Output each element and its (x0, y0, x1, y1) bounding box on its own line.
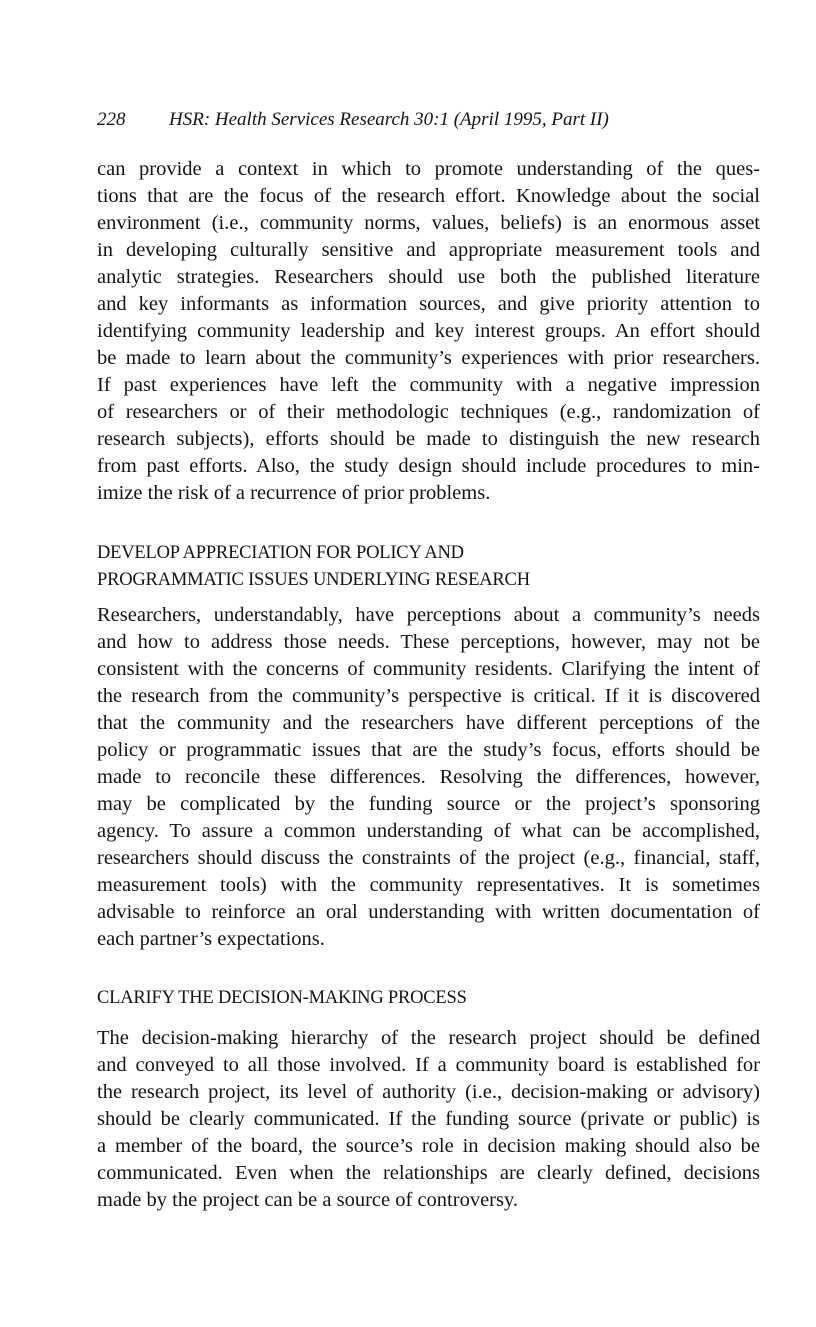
text-line: analytic strategies. Researchers should use both the published literature (97, 266, 760, 288)
text-line: communicated. Even when the relationships are clearly defined, decisions (97, 1162, 760, 1184)
page-number: 228 (97, 109, 126, 130)
text-line: If past experiences have left the community with a negative impression (97, 374, 760, 396)
heading-line: CLARIFY THE DECISION-MAKING PROCESS (97, 988, 467, 1008)
text-line: from past efforts. Also, the study design should include procedures to min- (97, 455, 760, 477)
text-line: and how to address those needs. These perceptions, however, may not be (97, 631, 760, 653)
text-line: measurement tools) with the community representatives. It is sometimes (97, 874, 760, 896)
text-line: each partner’s expectations. (97, 928, 325, 950)
text-line: can provide a context in which to promote understanding of the ques- (97, 158, 760, 180)
text-line: may be complicated by the funding source or the project’s sponsoring (97, 793, 760, 815)
paragraph-community-context (97, 156, 760, 507)
text-line: the research from the community’s perspective is critical. If it is discovered (97, 685, 760, 707)
text-line: and key informants as information sources, and give priority attention to (97, 293, 760, 315)
text-line: made by the project can be a source of controversy. (97, 1189, 519, 1211)
text-line: advisable to reinforce an oral understanding with written documentation of (97, 901, 760, 923)
text-line: be made to learn about the community’s experiences with prior researchers. (97, 347, 760, 369)
paragraph-decision-making (97, 1025, 760, 1214)
section-heading-policy-issues (97, 540, 760, 594)
running-header (97, 108, 760, 132)
text-line: policy or programmatic issues that are the study’s focus, efforts should be (97, 739, 760, 761)
heading-line: DEVELOP APPRECIATION FOR POLICY AND (97, 543, 464, 563)
text-line: tions that are the focus of the research effort. Knowledge about the social (97, 185, 760, 207)
text-line: agency. To assure a common understanding of what can be accomplished, (97, 820, 760, 842)
text-line: should be clearly communicated. If the funding source (private or public) is (97, 1108, 760, 1130)
text-line: researchers should discuss the constraints of the project (e.g., financial, staff, (97, 847, 760, 869)
text-line: the research project, its level of authority (i.e., decision-making or advisory) (97, 1081, 760, 1103)
section-heading-decision-making (97, 985, 760, 1012)
text-line: in developing culturally sensitive and appropriate measurement tools and (97, 239, 760, 261)
text-line: that the community and the researchers have different perceptions of the (97, 712, 760, 734)
text-line: imize the risk of a recurrence of prior problems. (97, 482, 491, 504)
text-line: and conveyed to all those involved. If a community board is established for (97, 1054, 760, 1076)
journal-citation: HSR: Health Services Research 30:1 (April 1995, Part II) (169, 109, 609, 130)
text-line: made to reconcile these differences. Resolving the differences, however, (97, 766, 760, 788)
text-line: research subjects), efforts should be made to distinguish the new research (97, 428, 760, 450)
text-line: environment (i.e., community norms, values, beliefs) is an enormous asset (97, 212, 760, 234)
heading-line: PROGRAMMATIC ISSUES UNDERLYING RESEARCH (97, 570, 530, 590)
text-line: of researchers or of their methodologic techniques (e.g., randomization of (97, 401, 760, 423)
text-line: consistent with the concerns of community residents. Clarifying the intent of (97, 658, 760, 680)
text-line: identifying community leadership and key interest groups. An effort should (97, 320, 760, 342)
paragraph-policy-issues (97, 602, 760, 953)
text-line: The decision-making hierarchy of the research project should be defined (97, 1027, 760, 1049)
text-line: a member of the board, the source’s role in decision making should also be (97, 1135, 760, 1157)
text-line: Researchers, understandably, have perceptions about a community’s needs (97, 604, 760, 626)
